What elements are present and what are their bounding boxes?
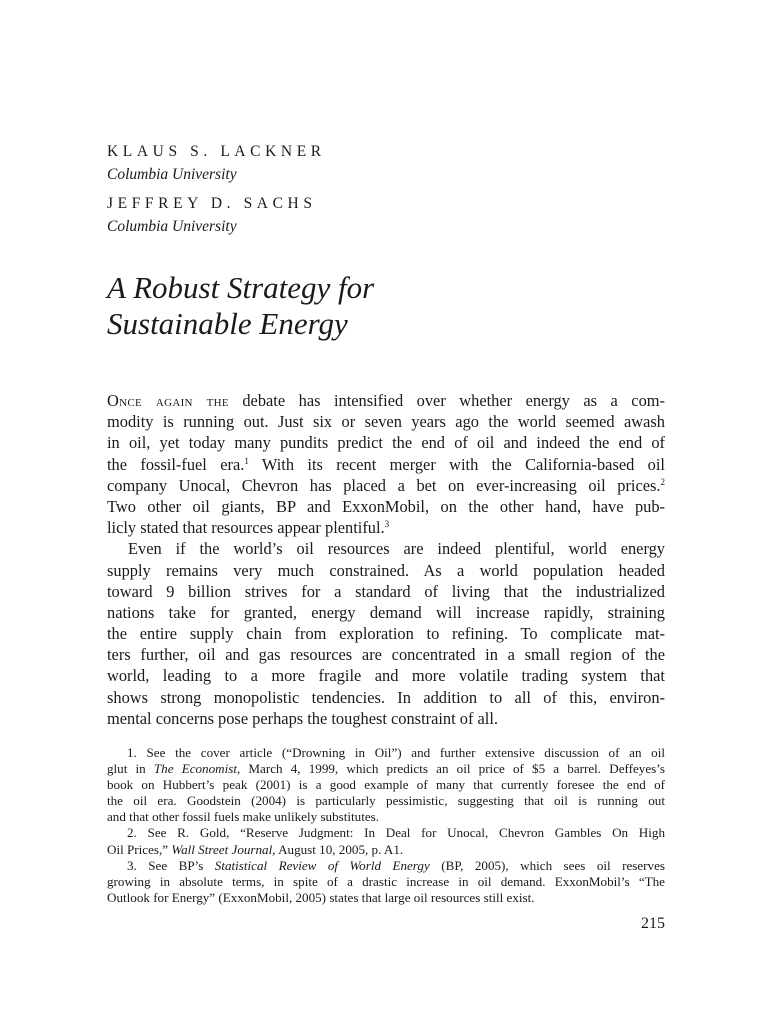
text-line: supply remains very much constrained. As a world population headed [107,560,665,580]
lead-in-small-caps: Once again the [107,391,229,410]
footnote-line: the oil era. Goodstein (2004) is particularly pessimistic, suggesting that oil is running out [107,793,665,809]
publication-title: Wall Street Journal, [171,841,276,857]
article-title-line: Sustainable Energy [107,306,348,341]
footnote-line: glut in The Economist, March 4, 1999, which predicts an oil price of $5 a barrel. Deffeyes’s [107,761,665,777]
text-line: mental concerns pose perhaps the toughest constraint of all. [107,708,498,728]
footnote [107,858,665,906]
footnote [107,745,665,825]
footnote-line: Oil Prices,” Wall Street Journal, August 10, 2005, p. A1. [107,841,404,857]
text-line: licly stated that resources appear plentiful.$^3$ [107,518,390,538]
text-line: ters further, oil and gas resources are concentrated in a small region of the [107,645,665,665]
text-line: world, leading to a more fragile and more volatile trading system that [107,666,665,686]
text-line: in oil, yet today many pundits predict the end of oil and indeed the end of [107,433,665,453]
publication-title: Statistical Review of World Energy [214,857,430,873]
footnote-ref: 1 [244,455,249,466]
publication-title: The Economist, [153,761,241,777]
author-affiliation: Columbia University [107,218,237,235]
article-title [107,270,374,342]
text-line: the entire supply chain from exploration to refining. To complicate mat- [107,624,665,644]
paragraph [107,538,665,729]
author-name: JEFFREY D. SACHS [107,195,317,212]
author-affiliation: Columbia University [107,166,237,183]
footnote-line: 1. See the cover article (“Drowning in Oil”) and further extensive discussion of an oil [127,745,665,760]
text-line: modity is running out. Just six or seven years ago the world seemed awash [107,412,665,432]
author-name: KLAUS S. LACKNER [107,143,326,160]
footnote-line: Outlook for Energy” (ExxonMobil, 2005) states that large oil resources still exist. [107,889,535,905]
body-text [107,390,665,729]
footnote [107,825,665,857]
footnote-line: and that other fossil fuels make unlikely substitutes. [107,809,380,825]
paragraph [107,390,665,538]
footnote-ref: 2 [660,476,665,487]
text-line: Two other oil giants, BP and ExxonMobil, on the other hand, have pub- [107,496,665,516]
text-line: the fossil-fuel era.$^1$ With its recent merger with the California-based oil [107,454,665,474]
text-line: toward 9 billion strives for a standard of living that the industrialized [107,581,665,601]
footnote-line: book on Hubbert’s peak (2001) is a good example of many that currently foresee the end of [107,777,665,793]
footnote-line: 3. See BP’s Statistical Review of World Energy (BP, 2005), which sees oil reserves [127,857,665,873]
text-line: Even if the world’s oil resources are indeed plentiful, world energy [128,539,665,559]
footnote-line: growing in absolute terms, in spite of a drastic increase in oil demand. ExxonMobil’s “The [107,873,665,889]
text-line: shows strong monopolistic tendencies. In addition to all of this, environ- [107,687,665,707]
footnotes [107,745,665,906]
footnote-ref: 3 [384,519,390,530]
text-line: nations take for granted, energy demand will increase rapidly, straining [107,602,665,622]
text-line: company Unocal, Chevron has placed a bet on ever-increasing oil prices.$^2$ [107,475,665,495]
footnote-line: 2. See R. Gold, “Reserve Judgment: In Deal for Unocal, Chevron Gambles On High [127,825,665,841]
article-title-line: A Robust Strategy for [107,270,375,305]
page-number: 215 [641,915,665,932]
text-line: Once again the debate has intensified over whether energy as a com- [107,391,665,410]
